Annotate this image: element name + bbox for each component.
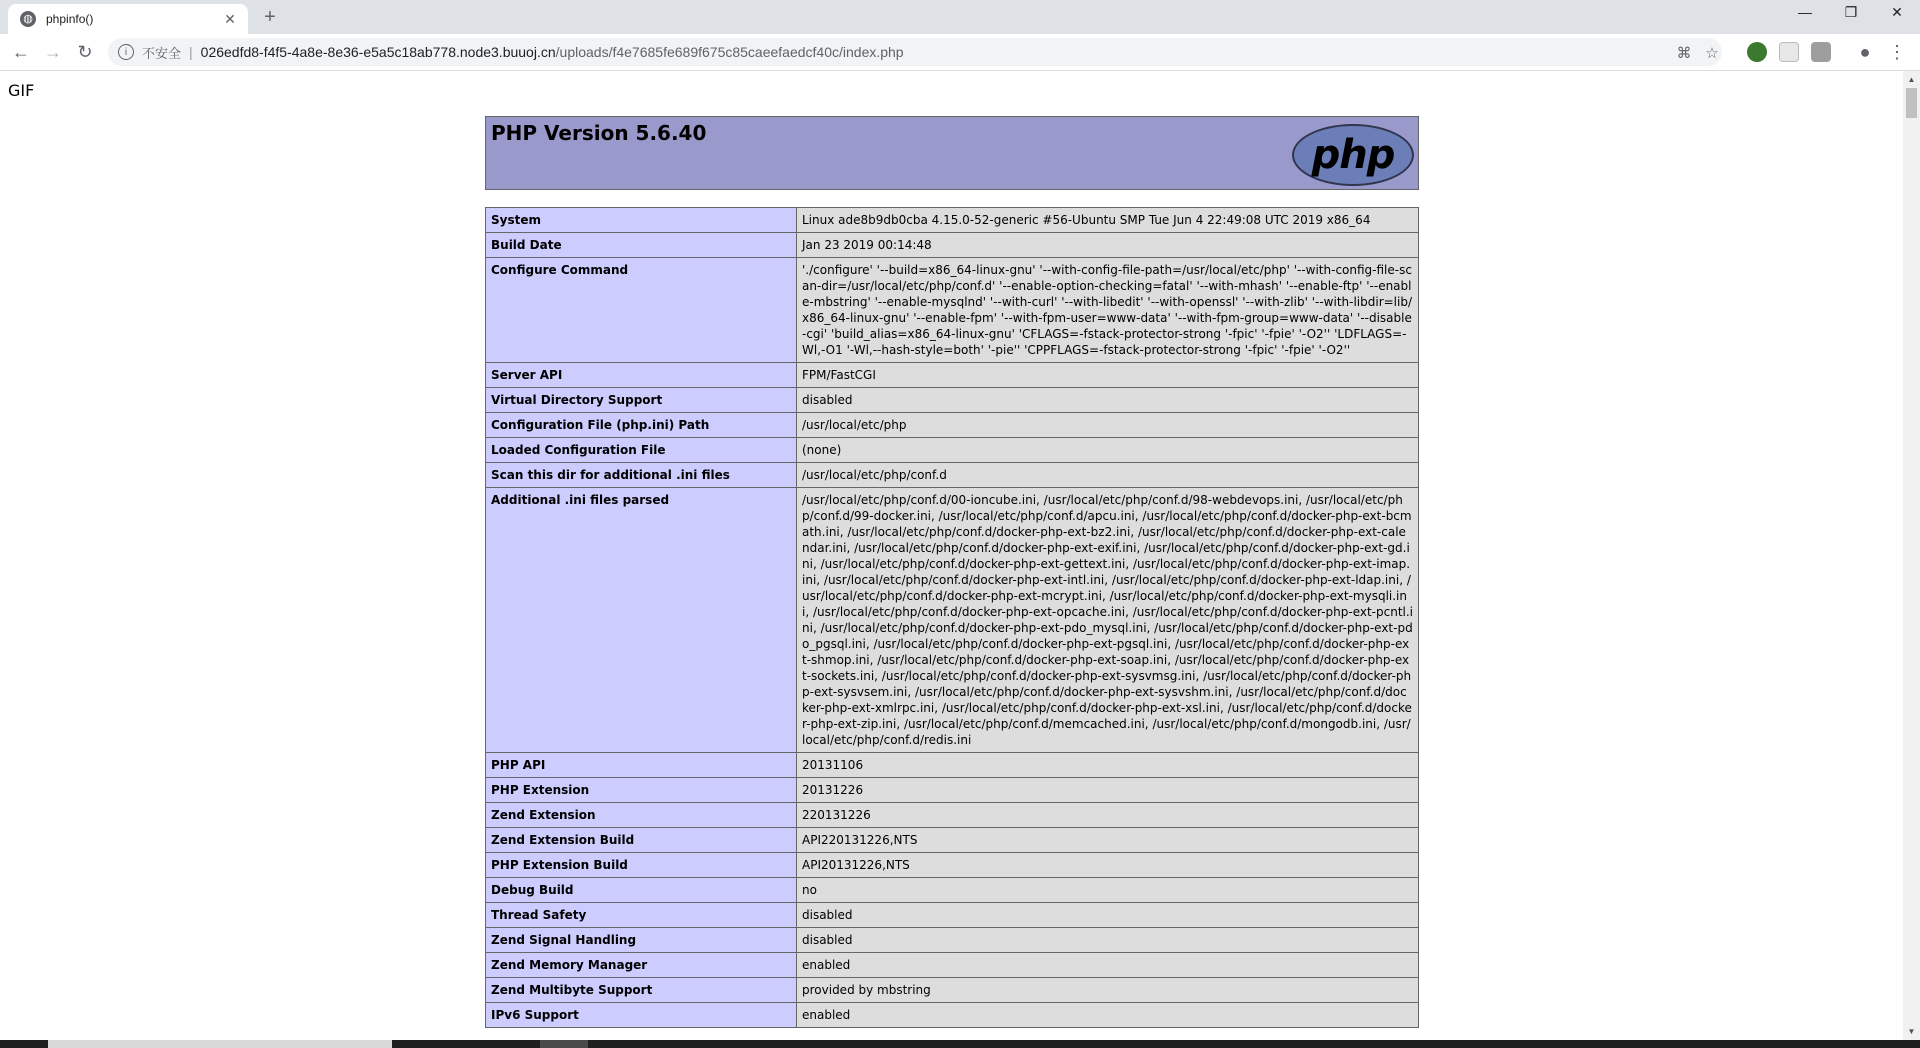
- row-value: API20131226,NTS: [797, 853, 1419, 878]
- row-key: Thread Safety: [486, 903, 797, 928]
- profile-icon[interactable]: ●: [1859, 42, 1871, 62]
- table-row: [486, 258, 1419, 363]
- row-key: Build Date: [486, 233, 797, 258]
- row-key: System: [486, 208, 797, 233]
- tab-strip: [0, 0, 1920, 34]
- address-bar[interactable]: [108, 38, 1722, 66]
- row-value: 20131106: [797, 753, 1419, 778]
- row-value: /usr/local/etc/php/conf.d: [797, 463, 1419, 488]
- row-value: (none): [797, 438, 1419, 463]
- taskbar: [0, 1040, 1920, 1048]
- row-key: Zend Memory Manager: [486, 953, 797, 978]
- scroll-up-arrow-icon[interactable]: ▲: [1907, 75, 1916, 84]
- gif-text: GIF: [8, 81, 35, 100]
- window-close-icon[interactable]: ✕: [1891, 4, 1903, 20]
- info-table: [485, 207, 1419, 1028]
- row-value: disabled: [797, 928, 1419, 953]
- security-label[interactable]: 不安全: [142, 45, 182, 61]
- row-value: 220131226: [797, 803, 1419, 828]
- scrollbar-thumb[interactable]: [1906, 88, 1917, 118]
- row-key: IPv6 Support: [486, 1003, 797, 1028]
- row-key: PHP Extension Build: [486, 853, 797, 878]
- row-key: Zend Signal Handling: [486, 928, 797, 953]
- table-row: [486, 878, 1419, 903]
- row-value: 20131226: [797, 778, 1419, 803]
- info-icon[interactable]: i: [118, 44, 134, 60]
- vertical-scrollbar[interactable]: [1903, 71, 1920, 1040]
- row-key: Zend Extension: [486, 803, 797, 828]
- row-key: Configuration File (php.ini) Path: [486, 413, 797, 438]
- phpinfo-container: [485, 116, 1419, 1028]
- table-row: [486, 903, 1419, 928]
- translate-icon[interactable]: ⌘: [1676, 45, 1692, 62]
- row-value: disabled: [797, 903, 1419, 928]
- row-key: Configure Command: [486, 258, 797, 363]
- bookmark-star-icon[interactable]: ☆: [1705, 45, 1719, 62]
- row-key: Zend Extension Build: [486, 828, 797, 853]
- maximize-icon[interactable]: ❐: [1844, 4, 1858, 20]
- table-row: [486, 488, 1419, 753]
- php-version-header: [485, 116, 1419, 190]
- row-key: Virtual Directory Support: [486, 388, 797, 413]
- row-key: Debug Build: [486, 878, 797, 903]
- row-value: enabled: [797, 953, 1419, 978]
- url-separator: |: [189, 44, 193, 60]
- table-row: [486, 978, 1419, 1003]
- table-row: [486, 778, 1419, 803]
- browser-toolbar: [0, 34, 1920, 71]
- table-row: [486, 463, 1419, 488]
- row-key: Scan this dir for additional .ini files: [486, 463, 797, 488]
- php-version-title: PHP Version 5.6.40: [491, 121, 707, 145]
- table-row: [486, 928, 1419, 953]
- menu-kebab-icon[interactable]: ⋮: [1888, 42, 1906, 62]
- row-value: /usr/local/etc/php/conf.d/00-ioncube.ini, /usr/local/etc/php/conf.d/98-webdevops.ini, /usr/local/etc/php/conf.d/99-docker.ini, /usr/local/etc/php/conf.d/apcu.ini, /usr/local/etc/php/conf.d/docker-php-ext-bcmath.ini, /usr/local/etc/php/conf.d/docker-php-ext-bz2.ini, /usr/local/etc/php/conf.d/docker-php-ext-calendar.ini, /usr/local/etc/php/conf.d/docker-php-ext-exif.ini, /usr/local/etc/php/conf.d/docker-php-ext-gd.ini, /usr/local/etc/php/conf.d/docker-php-ext-gettext.ini, /usr/local/etc/php/conf.d/docker-php-ext-imap.ini, /usr/local/etc/php/conf.d/docker-php-ext-intl.ini, /usr/local/etc/php/conf.d/docker-php-ext-ldap.ini, /usr/local/etc/php/conf.d/docker-php-ext-mcrypt.ini, /usr/local/etc/php/conf.d/docker-php-ext-mysqli.ini, /usr/local/etc/php/conf.d/docker-php-ext-opcache.ini, /usr/local/etc/php/conf.d/docker-php-ext-pcntl.ini, /usr/local/etc/php/conf.d/docker-php-ext-pdo_mysql.ini, /usr/local/etc/php/conf.d/docker-php-ext-pdo_pgsql.ini, /usr/local/etc/php/conf.d/docker-php-ext-pgsql.ini, /usr/local/etc/php/conf.d/docker-php-ext-shmop.ini, /usr/local/etc/php/conf.d/docker-php-ext-soap.ini, /usr/local/etc/php/conf.d/docker-php-ext-sockets.ini, /usr/local/etc/php/conf.d/docker-php-ext-sysvmsg.ini, /usr/local/etc/php/conf.d/docker-php-ext-sysvsem.ini, /usr/local/etc/php/conf.d/docker-php-ext-sysvshm.ini, /usr/local/etc/php/conf.d/docker-php-ext-xmlrpc.ini, /usr/local/etc/php/conf.d/docker-php-ext-xsl.ini, /usr/local/etc/php/conf.d/docker-php-ext-zip.ini, /usr/local/etc/php/conf.d/memcached.ini, /usr/local/etc/php/conf.d/mongodb.ini, /usr/local/etc/php/conf.d/redis.ini: [797, 488, 1419, 753]
- row-key: Additional .ini files parsed: [486, 488, 797, 753]
- table-row: [486, 388, 1419, 413]
- php-logo[interactable]: [1292, 124, 1414, 186]
- row-value: './configure' '--build=x86_64-linux-gnu' '--with-config-file-path=/usr/local/etc/php' '--with-config-file-scan-dir=/usr/local/etc/php/conf.d' '--enable-option-checking=fatal' '--with-mhash' '--enable-ftp' '--enable-mbstring' '--enable-mysqlnd' '--with-curl' '--with-libedit' '--with-openssl' '--with-zlib' '--with-libdir=lib/x86_64-linux-gnu' '--enable-fpm' '--with-fpm-user=www-data' '--with-fpm-group=www-data' '--disable-cgi' 'build_alias=x86_64-linux-gnu' 'CFLAGS=-fstack-protector-strong '-fpic' '-fpie' '-O2'' 'LDFLAGS=-Wl,-O1 '-Wl,--hash-style=both' '-pie'' 'CPPFLAGS=-fstack-protector-strong '-fpic' '-fpie' '-O2'': [797, 258, 1419, 363]
- extension-badge-icon[interactable]: [1811, 42, 1831, 62]
- row-key: PHP API: [486, 753, 797, 778]
- row-value: provided by mbstring: [797, 978, 1419, 1003]
- row-value: Linux ade8b9db0cba 4.15.0-52-generic #56-Ubuntu SMP Tue Jun 4 22:49:08 UTC 2019 x86_64: [797, 208, 1419, 233]
- extension-box-icon[interactable]: [1779, 42, 1799, 62]
- table-row: [486, 853, 1419, 878]
- row-value: Jan 23 2019 00:14:48: [797, 233, 1419, 258]
- url-path[interactable]: /uploads/f4e7685fe689f675c85caeefaedcf40c/index.php: [555, 44, 904, 60]
- forward-icon[interactable]: →: [44, 42, 62, 62]
- row-value: API220131226,NTS: [797, 828, 1419, 853]
- php-logo-text: php: [1311, 132, 1395, 178]
- tab-title: phpinfo(): [46, 12, 94, 26]
- row-key: Loaded Configuration File: [486, 438, 797, 463]
- tab-close-icon[interactable]: ✕: [224, 10, 236, 27]
- table-row: [486, 1003, 1419, 1028]
- row-value: disabled: [797, 388, 1419, 413]
- row-key: Server API: [486, 363, 797, 388]
- table-row: [486, 953, 1419, 978]
- url-host[interactable]: 026edfd8-f4f5-4a8e-8e36-e5a5c18ab778.node3.buuoj.cn: [200, 44, 556, 60]
- extension-globe-icon[interactable]: [1747, 42, 1767, 62]
- row-value: no: [797, 878, 1419, 903]
- table-row: [486, 208, 1419, 233]
- table-row: [486, 753, 1419, 778]
- table-row: [486, 363, 1419, 388]
- taskbar-search[interactable]: [48, 1040, 392, 1048]
- row-value: FPM/FastCGI: [797, 363, 1419, 388]
- scroll-down-arrow-icon[interactable]: ▼: [1907, 1027, 1916, 1036]
- row-key: Zend Multibyte Support: [486, 978, 797, 1003]
- row-value: enabled: [797, 1003, 1419, 1028]
- new-tab-button[interactable]: +: [264, 6, 276, 28]
- table-row: [486, 438, 1419, 463]
- back-icon[interactable]: ←: [12, 42, 30, 62]
- reload-icon[interactable]: ↻: [77, 42, 93, 62]
- row-value: /usr/local/etc/php: [797, 413, 1419, 438]
- table-row: [486, 828, 1419, 853]
- taskbar-app[interactable]: [540, 1040, 588, 1048]
- row-key: PHP Extension: [486, 778, 797, 803]
- table-row: [486, 803, 1419, 828]
- minimize-icon[interactable]: —: [1798, 4, 1812, 20]
- browser-tab[interactable]: [8, 4, 248, 34]
- globe-icon: ◍: [20, 11, 36, 27]
- table-row: [486, 233, 1419, 258]
- table-row: [486, 413, 1419, 438]
- page-viewport: [0, 71, 1903, 1040]
